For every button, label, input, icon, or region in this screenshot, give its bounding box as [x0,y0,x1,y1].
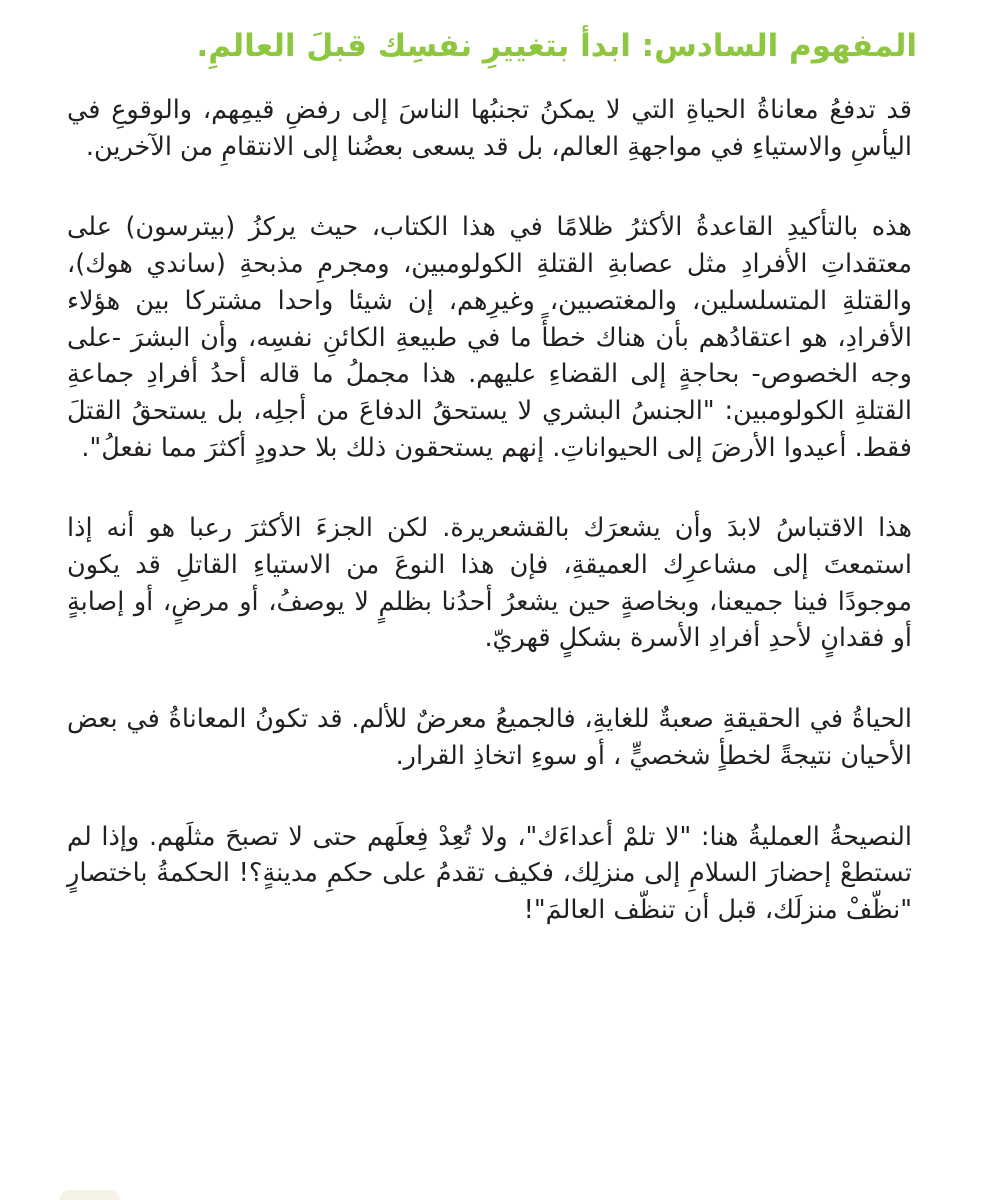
body-text [67,92,912,929]
section-title: المفهوم السادس: ابدأ بتغييرِ نفسِك قبلَ العالمِ. [196,28,917,64]
paragraph-3: هذا الاقتباسُ لابدَ وأن يشعرَك بالقشعريرة. لكن الجزءَ الأكثرَ رعبا هو أنه إذا استمعتَ إلى مشاعرِك العميقةِ، فإن هذا النوعَ من الاستياءِ القاتلِ قد يكون موجودًا فينا جميعنا، وبخاصةٍ حين يشعرُ أحدُنا بظلمٍ لا يوصفُ، أو مرضٍ، أو إصابةٍ أو فقدانٍ لأحدِ أفرادِ الأسرة بشكلٍ قهريّ. [67,513,912,654]
paragraph-5: النصيحةُ العمليةُ هنا: "لا تلمْ أعداءَك"، ولا تُعِدْ فِعلَهم حتى لا تصبحَ مثلَهم. وإذا لم تستطعْ إحضارَ السلامِ إلى منزلِك، فكيف تقدمُ على حكمِ مدينةٍ؟! الحكمةُ باختصارٍ "نظّفْ منزلَك، قبل أن تنظّف العالمَ"! [67,821,912,925]
paragraph-2: هذه بالتأكيدِ القاعدةُ الأكثرُ ظلامًا في هذا الكتاب، حيث يركزُ (بيترسون) على معتقداتِ الأفرادِ مثل عصابةِ القتلةِ الكولومبين، ومجرمِ مذبحةِ (ساندي هوك)، والقتلةِ المتسلسلين، والمغتصبين، وغيرِهم، إن شيئا واحدا مشتركا بين هؤلاء الأفرادِ، هو اعتقادُهم بأن هناك خطأً ما في طبيعةِ الكائنِ نفسِه، وأن البشرَ -على وجه الخصوص- بحاجةٍ إلى القضاءِ عليهم. هذا مجملُ ما قاله أحدُ أفرادِ جماعةِ القتلةِ الكولومبين: "الجنسُ البشري لا يستحقُ الدفاعَ من أجلِه، بل يستحقُ القتلَ فقط. أعيدوا الأرضَ إلى الحيواناتِ. إنهم يستحقون ذلك بلا حدودٍ أكثرَ مما نفعلُ". [67,212,912,463]
paragraph-1: قد تدفعُ معاناةُ الحياةِ التي لا يمكنُ تجنبُها الناسَ إلى رفضِ قيمِهم، والوقوعِ في اليأسِ والاستياءِ في مواجهةِ العالم، بل قد يسعى بعضُنا إلى الانتقامِ من الآخرين. [67,95,912,162]
page-corner-ornament [60,1190,120,1200]
paragraph-4: الحياةُ في الحقيقةِ صعبةٌ للغايةِ، فالجميعُ معرضٌ للألم. قد تكونُ المعاناةُ في بعض الأحيان نتيجةً لخطأٍ شخصيٍّ ، أو سوءِ اتخاذِ القرار. [67,704,912,771]
